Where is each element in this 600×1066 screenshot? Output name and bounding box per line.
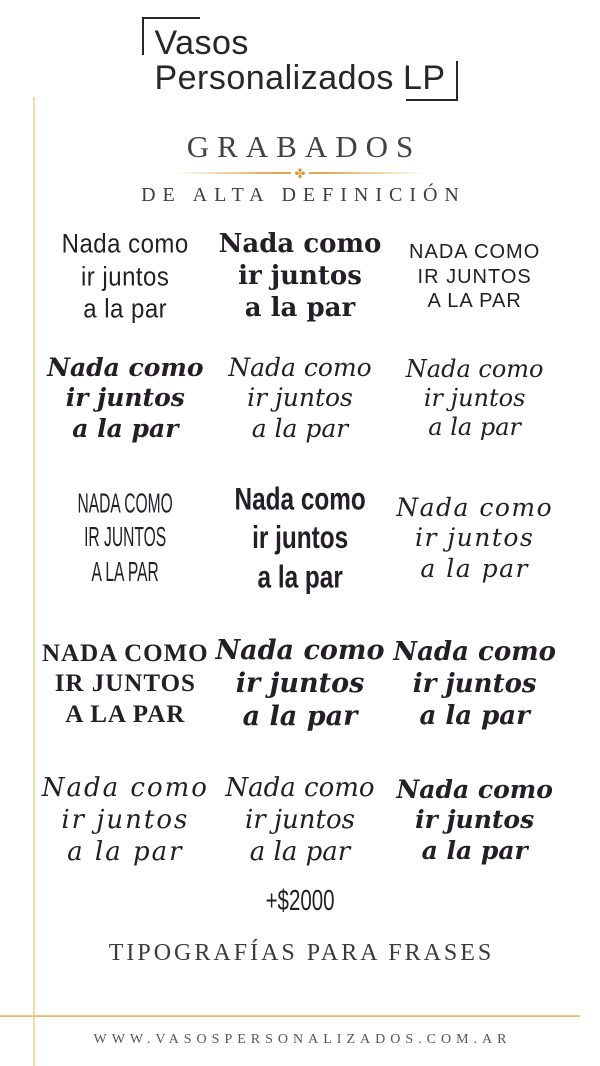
sample-line: a la par [67, 836, 184, 867]
brand-mark: LP [402, 59, 446, 98]
sample-line: ir juntos [238, 260, 362, 291]
sample-line: NADA COMO [77, 488, 174, 520]
font-sample-2 [213, 221, 388, 333]
font-sample-5 [213, 333, 388, 465]
sample-line: a la par [251, 413, 349, 443]
section-subtitle: DE ALTA DEFINICIÓN [141, 183, 466, 206]
sample-line: a la par [419, 700, 530, 731]
logo-corner-bracket-bottom-right [406, 61, 458, 101]
sample-line: IR JUNTOS [417, 265, 532, 288]
sample-line: a la par [420, 553, 529, 583]
font-sample-6 [387, 333, 562, 465]
sample-line: ir juntos [412, 668, 537, 699]
brand-logo [154, 26, 445, 97]
section-header [0, 129, 600, 207]
font-sample-12 [387, 613, 562, 757]
sample-line: ir juntos [235, 668, 365, 700]
sample-line: a la par [421, 835, 528, 865]
sample-line: A LA PAR [65, 700, 186, 728]
sample-line: ir juntos [244, 804, 355, 835]
brand-name-word: Personalizados [154, 59, 394, 98]
bottom-gold-rule [0, 1015, 580, 1017]
price-note: +$2000 [265, 884, 335, 917]
sample-line: ir juntos [247, 383, 353, 413]
sample-line: ir juntos [251, 520, 349, 556]
font-sample-13 [38, 757, 213, 885]
sample-line: Nada como [396, 492, 554, 522]
sample-line: Nada como [405, 354, 544, 383]
sample-line: ir juntos [61, 804, 190, 835]
sample-line: a la par [72, 413, 179, 443]
brand-name-line1: Vasos [154, 24, 249, 62]
sample-line: a la par [428, 413, 521, 442]
brand-name-line2 [154, 61, 445, 96]
sample-line: IR JUNTOS [84, 523, 167, 554]
sample-line: Nada como [61, 229, 189, 259]
sample-line: a la par [257, 559, 343, 595]
logo-corner-bracket-top-left [142, 17, 200, 55]
font-sample-15 [387, 757, 562, 885]
sample-line: ir juntos [81, 261, 170, 292]
sample-line: Nada como [47, 352, 204, 382]
sample-line: ir juntos [423, 384, 526, 413]
divider-line-left [175, 172, 291, 174]
ornament-divider [175, 167, 425, 180]
sample-line: a la par [244, 292, 356, 323]
left-gold-line [33, 97, 35, 1066]
sample-line: a la par [83, 293, 168, 324]
sample-line: ir juntos [415, 523, 535, 553]
font-sample-3 [387, 221, 562, 333]
sample-line: IR JUNTOS [54, 670, 196, 698]
font-sample-14 [213, 757, 388, 885]
sample-line: Nada como [218, 229, 382, 260]
sample-line: Nada como [396, 774, 553, 804]
cross-ornament-icon: ✤ [294, 165, 306, 181]
sample-line: NADA COMO [409, 241, 541, 264]
sample-line: Nada como [41, 773, 209, 804]
sample-line: ir juntos [415, 805, 535, 835]
sample-line: a la par [249, 836, 351, 867]
bottom-heading: TIPOGRAFÍAS PARA FRASES [108, 939, 495, 966]
section-title: GRABADOS [186, 128, 422, 164]
sample-line: Nada como [228, 352, 372, 382]
font-sample-11 [213, 613, 388, 757]
font-samples-grid [38, 221, 562, 885]
sample-line: a la par [242, 701, 358, 733]
sample-line: Nada como [234, 481, 366, 517]
font-sample-9 [387, 465, 562, 613]
sample-line: ir juntos [65, 383, 185, 413]
sample-line: Nada como [225, 773, 375, 804]
sample-line: A LA PAR [427, 289, 522, 312]
font-sample-8 [213, 465, 388, 613]
font-sample-10 [38, 613, 213, 757]
divider-line-right [309, 172, 425, 174]
sample-line: Nada como [393, 637, 557, 668]
sample-line: Nada como [215, 635, 385, 667]
website-url: WWW.VASOSPERSONALIZADOS.COM.AR [93, 1032, 512, 1047]
font-sample-4 [38, 333, 213, 465]
logo-section [0, 0, 600, 97]
sample-line: A LA PAR [91, 557, 160, 588]
font-sample-7 [38, 465, 213, 613]
font-sample-1 [38, 221, 213, 333]
sample-line: NADA COMO [42, 639, 209, 667]
